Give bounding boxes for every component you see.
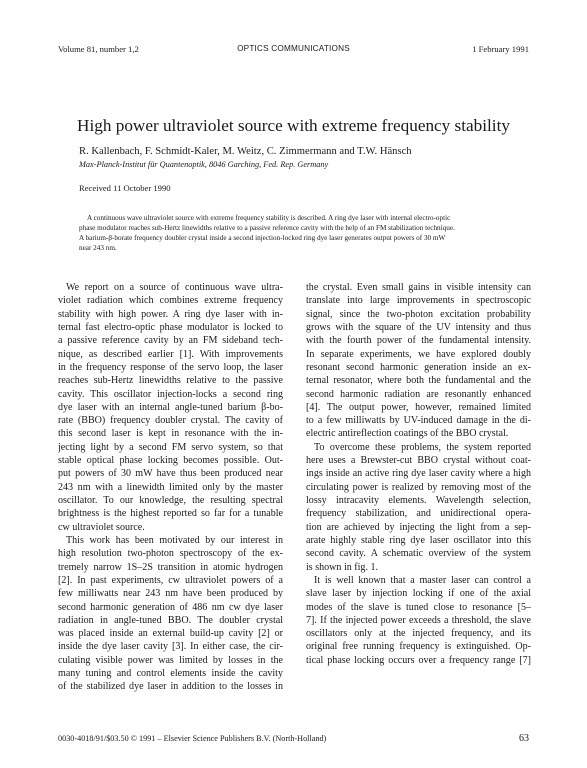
issue-date: 1 February 1991 bbox=[472, 44, 529, 54]
abstract-line: A continuous wave ultraviolet source with extreme frequency stability is described. A ring dye laser with internal electro-optic bbox=[87, 214, 451, 222]
text-line: 7]. If the injected power exceeds a threshold, the slave bbox=[306, 614, 531, 626]
text-line: electric antireflection coatings of the BBO crystal. bbox=[306, 428, 509, 440]
text-line: second cavity. A schematic overview of the system bbox=[306, 548, 531, 560]
text-line: tical phase locking occurs over a frequency range [7] bbox=[306, 654, 531, 666]
text-line: culating visible power was limited by losses in the bbox=[58, 654, 283, 666]
text-line: It is well known that a master laser can control a bbox=[314, 574, 531, 586]
text-line: We report on a source of continuous wave ultra- bbox=[66, 282, 283, 293]
text-line: was placed inside an external build-up cavity [2] or bbox=[58, 628, 283, 640]
text-line: the crystal. Even small gains in visible intensity can bbox=[306, 282, 531, 293]
text-line: This work has been motivated by our interest in bbox=[66, 534, 283, 546]
text-line: ings inside an active ring dye laser cavity where a high bbox=[306, 468, 531, 480]
text-line: inside the dye laser cavity [3]. In either case, the cir- bbox=[58, 641, 283, 653]
right-column bbox=[306, 281, 531, 667]
text-line: modes of the slave is tuned close to resonance [5– bbox=[306, 601, 531, 613]
text-line: [2]. In past experiments, cw ultraviolet powers of a bbox=[58, 574, 283, 586]
text-line: [4]. The output power, however, remained limited bbox=[306, 401, 531, 413]
page-number: 63 bbox=[519, 733, 529, 744]
affiliation: Max-Planck-Institut für Quantenoptik, 8046 Garching, Fed. Rep. Germany bbox=[79, 160, 329, 169]
text-line: frequency stabilization, and unidirectional opera- bbox=[306, 508, 531, 520]
text-line: of the stabilized dye laser in addition to the losses in bbox=[58, 681, 283, 693]
text-line: grows with the square of the UV intensity and thus bbox=[306, 321, 531, 333]
text-line: arate highly stable ring dye laser oscillator into this bbox=[306, 534, 531, 546]
text-line: original free running frequency is extinguished. Op- bbox=[306, 641, 531, 653]
text-line: stable optical phase locking becomes possible. Out- bbox=[58, 455, 283, 467]
text-line: reaches sub-Hertz linewidths relative to the passive bbox=[58, 375, 283, 387]
abstract-line: A barium-β-borate frequency doubler crystal inside a second injection-locked ring dye laser generates output powers of 30 mW bbox=[79, 234, 446, 243]
text-line: To overcome these problems, the system reported bbox=[314, 441, 531, 453]
text-line: slave laser by injection locking if one of the axial bbox=[306, 588, 531, 600]
text-line: in the frequency response of the servo loop, the laser bbox=[58, 361, 283, 373]
text-line: cw ultraviolet source. bbox=[58, 521, 145, 533]
text-line: radiation in angle-tuned BBO. The doubler crystal bbox=[58, 614, 283, 626]
paper-title: High power ultraviolet source with extreme frequency stability bbox=[77, 116, 510, 135]
text-line: put powers of 30 mW have thus been produced near bbox=[58, 468, 283, 480]
text-line: with the fourth power of the fundamental intensity. bbox=[306, 335, 531, 347]
text-line: nique, as described earlier [1]. With improvements bbox=[58, 348, 283, 360]
text-line: ternal resonator, where both the fundamental and the bbox=[306, 375, 531, 387]
text-line: signal, since the two-photon excitation probability bbox=[306, 308, 531, 320]
text-line: brightness is the highest reported so far for a tunable bbox=[58, 508, 283, 520]
text-line: a passive reference cavity by an FM sideband tech- bbox=[58, 335, 283, 347]
copyright-imprint: 0030-4018/91/$03.50 © 1991 – Elsevier Science Publishers B.V. (North-Holland) bbox=[58, 734, 327, 743]
text-line: tion are achieved by injecting the light from a sep- bbox=[306, 521, 531, 533]
text-line: this second laser is kept in resonance with the in- bbox=[58, 428, 283, 440]
text-line: second harmonic radiation are resonantly enhanced bbox=[306, 388, 531, 400]
text-line: oscillator. To our knowledge, the resulting spectral bbox=[58, 495, 283, 506]
text-line: stability with high power. A ring dye laser with in- bbox=[58, 308, 283, 320]
text-line: circulating power is realized by removing most of the bbox=[306, 481, 531, 493]
text-line: second harmonic generation of 486 nm cw dye laser bbox=[58, 601, 283, 613]
journal-name: OPTICS COMMUNICATIONS bbox=[237, 44, 350, 53]
text-line: resonant second harmonic generation inside an ex- bbox=[306, 361, 531, 373]
author-list: R. Kallenbach, F. Schmidt-Kaler, M. Weitz, C. Zimmermann and T.W. Hänsch bbox=[79, 146, 412, 157]
text-line: rate (BBO) frequency doubler crystal. The cavity of bbox=[58, 415, 283, 427]
received-date: Received 11 October 1990 bbox=[79, 183, 171, 193]
text-line: cavity. This oscillator injection-locks a second ring bbox=[58, 388, 283, 400]
text-line: many tuning and control elements inside the cavity bbox=[58, 668, 283, 680]
text-line: jecting light by a second FM servo system, so that bbox=[58, 441, 283, 453]
text-line: few milliwatts near 243 nm have been produced by bbox=[58, 588, 283, 600]
text-line: dye laser with an internal angle-tuned barium β-bo- bbox=[58, 401, 283, 413]
text-line: lossy intracavity elements. Wavelength selection, bbox=[306, 495, 531, 506]
text-line: ternal fast electro-optic phase modulator is locked to bbox=[58, 321, 283, 333]
volume-info: Volume 81, number 1,2 bbox=[58, 44, 139, 54]
text-line: oscillators only at the injected frequency, and its bbox=[306, 628, 531, 640]
text-line: translate into large improvements in spectroscopic bbox=[306, 295, 531, 307]
text-line: tremely narrow 1S–2S transition in atomic hydrogen bbox=[58, 561, 283, 573]
text-line: here uses a Brewster-cut BBO crystal without coat- bbox=[306, 455, 531, 467]
abstract bbox=[79, 213, 531, 253]
abstract-line: near 243 nm. bbox=[79, 244, 117, 253]
text-line: 243 nm with a linewidth limited only by the master bbox=[58, 481, 283, 493]
text-line: is shown in fig. 1. bbox=[306, 561, 379, 573]
running-head bbox=[58, 43, 529, 55]
page-footer bbox=[58, 733, 529, 745]
text-line: to a few milliwatts by UV-induced damage in the di- bbox=[306, 415, 531, 427]
text-line: violet radiation which combines extreme frequency bbox=[58, 295, 283, 307]
text-line: In separate experiments, we have explored doubly bbox=[306, 348, 531, 360]
left-column bbox=[58, 281, 283, 694]
text-line: high resolution two-photon spectroscopy of the ex- bbox=[58, 548, 283, 560]
abstract-line: phase modulator reaches sub-Hertz linewidths relative to a passive reference cavity with the help of an FM stabilization technique. bbox=[79, 224, 455, 233]
